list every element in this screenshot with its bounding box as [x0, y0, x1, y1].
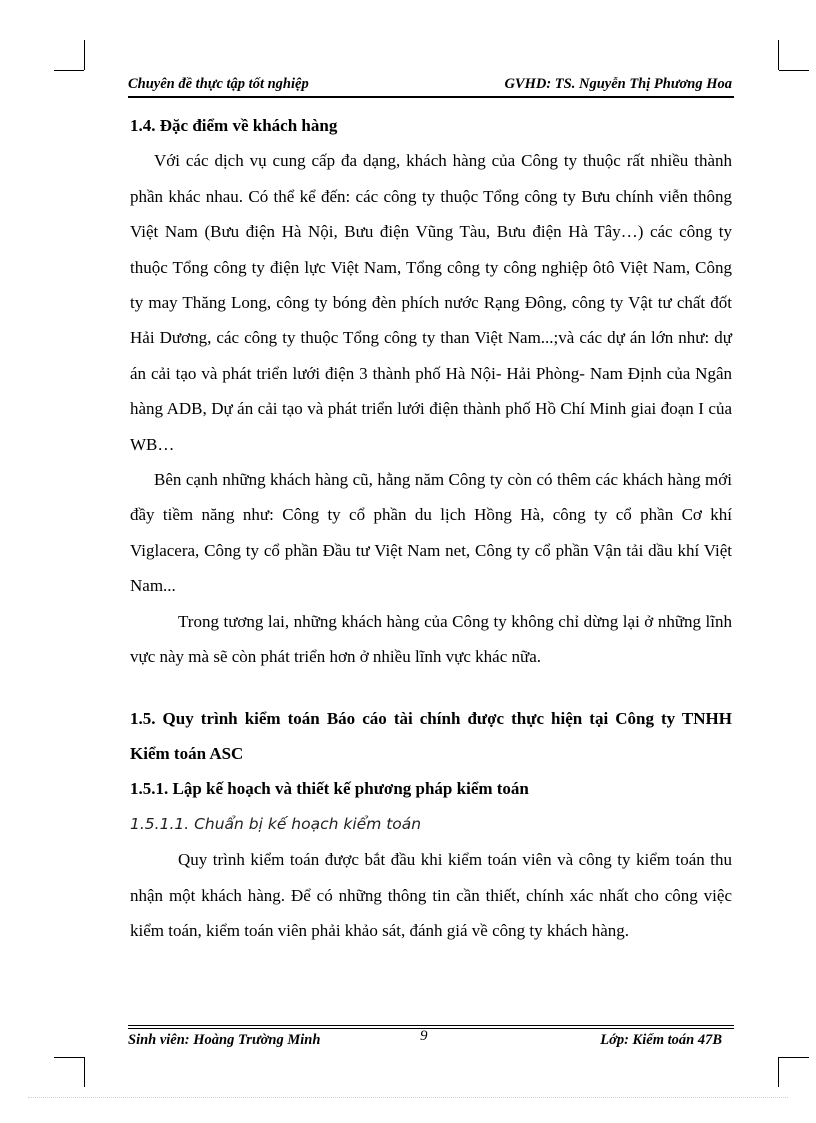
header-rule [128, 96, 734, 98]
sub-heading-1-5-1: 1.5.1. Lập kế hoạch và thiết kế phương pháp kiểm toán [130, 779, 529, 799]
sub-sub-heading-1-5-1-1: 1.5.1.1. Chuẩn bị kế hoạch kiểm toán [130, 814, 422, 833]
footer-rule-bottom [128, 1028, 734, 1029]
page-number: 9 [420, 1028, 428, 1044]
crop-mark [779, 1057, 809, 1058]
paragraph: Trong tương lai, những khách hàng của Công ty không chỉ dừng lại ở những lĩnh vực này mà sẽ còn phát triển hơn ở nhiều lĩnh vực khác nữa. [130, 611, 732, 667]
crop-mark [84, 40, 85, 70]
crop-mark [778, 40, 779, 70]
page-content [130, 108, 732, 948]
header-advisor: GVHD: TS. Nguyễn Thị Phương Hoa [504, 76, 732, 92]
paragraph: Quy trình kiểm toán được bắt đầu khi kiểm toán viên và công ty kiểm toán thu nhận một khách hàng. Để có những thông tin cần thiết, chính xác nhất cho công việc kiểm toán, kiểm toán viên phải khảo sát, đánh giá về công ty khách hàng. [130, 850, 732, 940]
section-heading-1-4: 1.4. Đặc điểm về khách hàng [130, 116, 338, 135]
crop-mark [779, 70, 809, 71]
section-heading-1-5: 1.5. Quy trình kiểm toán Báo cáo tài chính được thực hiện tại Công ty TNHH Kiểm toán ASC [130, 708, 732, 763]
crop-mark [54, 70, 84, 71]
footer-student: Sinh viên: Hoàng Trường Minh [128, 1032, 321, 1048]
header-document-title: Chuyên đề thực tập tốt nghiệp [128, 76, 309, 92]
crop-mark [54, 1057, 84, 1058]
page-footer [128, 1028, 732, 1052]
paragraph: Bên cạnh những khách hàng cũ, hằng năm Công ty còn có thêm các khách hàng mới đầy tiềm năng như: Công ty cổ phần du lịch Hồng Hà, công ty cổ phần Cơ khí Viglacera, Công ty cổ phần Đầu tư Việt Nam net, Công ty cổ phần Vận tải dầu khí Việt Nam... [130, 470, 732, 596]
page-header [128, 76, 732, 96]
footer-rule-top [128, 1025, 734, 1026]
dotted-margin-line [28, 1097, 788, 1098]
spacer [130, 675, 732, 701]
crop-mark [84, 1057, 85, 1087]
paragraph: Với các dịch vụ cung cấp đa dạng, khách hàng của Công ty thuộc rất nhiều thành phần khác nhau. Có thể kể đến: các công ty thuộc Tổng công ty Bưu chính viễn thông Việt Nam (Bưu điện Hà Nội, Bưu điện Vũng Tàu, Bưu điện Hà Tây…) các công ty thuộc Tổng công ty điện lực Việt Nam, Tổng công ty công nghiệp ôtô Việt Nam, Công ty may Thăng Long, công ty bóng đèn phích nước Rạng Đông, công ty Vật tư chất đốt Hải Dương, các công ty thuộc Tổng công ty than Việt Nam...;và các dự án lớn như: dự án cải tạo và phát triển lưới điện 3 thành phố Hà Nội- Hải Phòng- Nam Định của Ngân hàng ADB, Dự án cải tạo và phát triển lưới điện thành phố Hồ Chí Minh giai đoạn I của WB… [130, 151, 732, 454]
crop-mark [778, 1057, 779, 1087]
footer-class: Lớp: Kiểm toán 47B [600, 1032, 722, 1048]
